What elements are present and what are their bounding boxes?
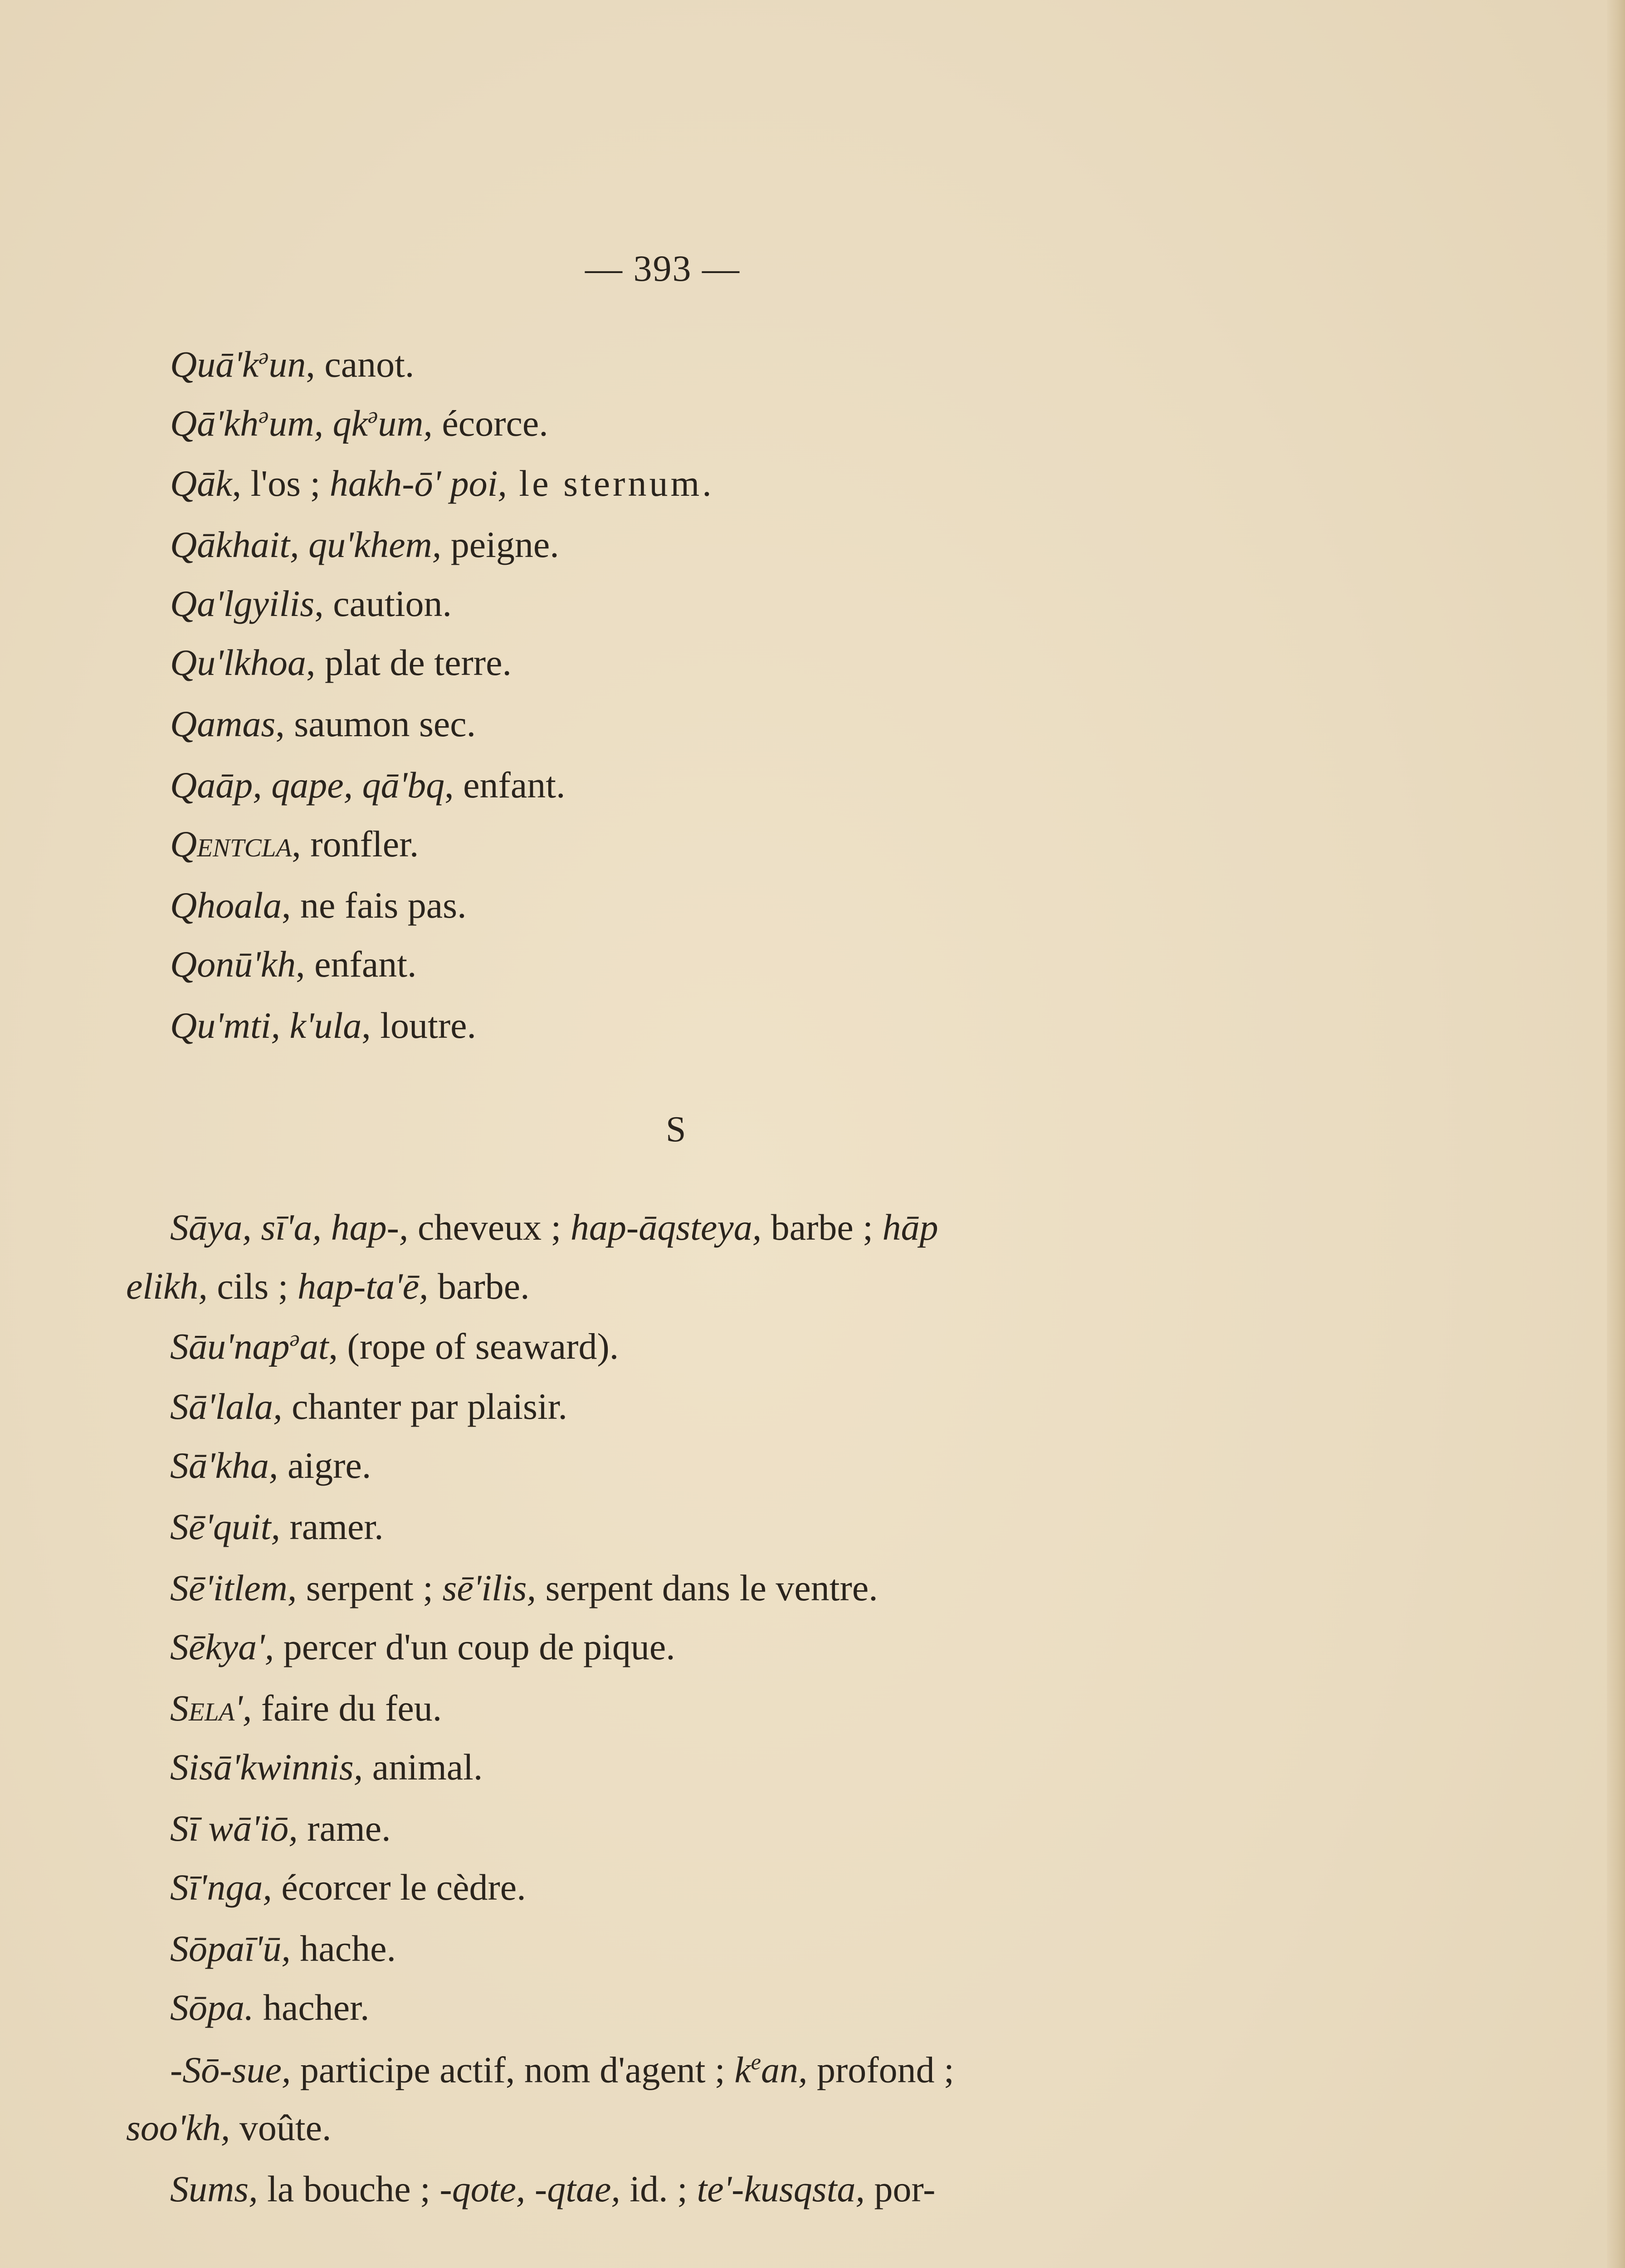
entry: Sāu'nap$^ǝ$at, (rope of seaward). (170, 1325, 619, 1367)
page-number: — 393 — (585, 248, 740, 289)
entry: Sōpa. hacher. (170, 1987, 370, 2028)
entry: Sā'lala, chanter par plaisir. (170, 1386, 568, 1427)
entry: Qākhait, qu'khem, peigne. (170, 524, 559, 565)
entry: Sisā'kwinnis, animal. (170, 1746, 483, 1788)
entry: Sums, la bouche ; -qote, -qtae, id. ; te'-kusqsta, por- (170, 2168, 936, 2209)
entry: Sāya, sī'a, hap-, cheveux ; hap-āqsteya, barbe ; hāp (170, 1207, 938, 1248)
entry: Qentcla, ronfler. (170, 823, 419, 865)
entry: Sē'itlem, serpent ; sē'ilis, serpent dans le ventre. (170, 1567, 878, 1608)
page-edge (1607, 0, 1625, 2268)
entry: Qu'mti, k'ula, loutre. (170, 1005, 477, 1046)
entry: Sē'quit, ramer. (170, 1506, 384, 1547)
entry-continuation: soo'kh, voûte. (126, 2107, 332, 2148)
entry: Sī wā'iō, rame. (170, 1808, 391, 1849)
entry: Qaāp, qape, qā'bq, enfant. (170, 764, 566, 806)
entry: Qonū'kh, enfant. (170, 943, 417, 985)
entry: Sela', faire du feu. (170, 1687, 442, 1729)
entry: Sā'kha, aigre. (170, 1445, 371, 1486)
entry: Sēkya', percer d'un coup de pique. (170, 1626, 675, 1667)
entry: Sōpaī'ū, hache. (170, 1928, 396, 1969)
entry: Qu'lkhoa, plat de terre. (170, 642, 512, 683)
entry: $Quā'k^ǝun$, canot. (170, 343, 415, 385)
entry: $Qā'kh^ǝum$, $qk^ǝum$, écorce. (170, 402, 548, 444)
entry: Qamas, saumon sec. (170, 703, 476, 744)
entry: Sī'nga, écorcer le cèdre. (170, 1867, 526, 1908)
entry: Qāk, l'os ; hakh-ō' poi, le sternum. (170, 463, 714, 504)
section-heading: S (666, 1110, 686, 1149)
entry: Qhoala, ne fais pas. (170, 885, 467, 926)
entry: Qa'lgyilis, caution. (170, 583, 452, 624)
entry-continuation: elikh, cils ; hap-ta'ē, barbe. (126, 1266, 530, 1307)
entry: -Sō-sue, participe actif, nom d'agent ; $k^ean$, profond ; (170, 2049, 954, 2091)
